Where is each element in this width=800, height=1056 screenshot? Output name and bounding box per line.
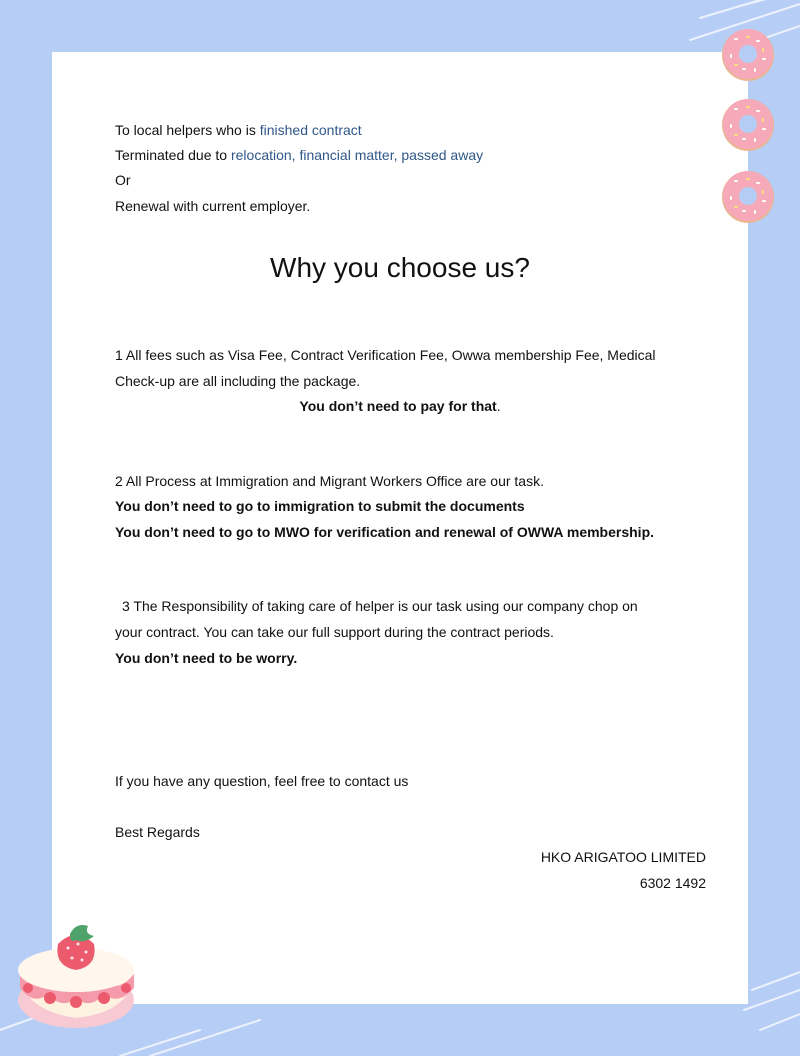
- strawberry-cake-icon: [14, 914, 144, 1034]
- page-title: Why you choose us?: [270, 252, 530, 283]
- finished-contract-highlight: finished contract: [259, 122, 362, 138]
- intro-line-3: Or: [115, 172, 131, 188]
- point-1-emphasis: [52, 396, 748, 416]
- point-2-emphasis-1: You don’t need to go to immigration to submit the documents: [115, 498, 525, 514]
- contact-line: If you have any question, feel free to contact us: [115, 773, 409, 789]
- period-text: .: [496, 398, 501, 414]
- donut-icon: [718, 24, 778, 84]
- intro-line-2: [115, 145, 483, 165]
- relocation-highlight: relocation: [230, 147, 292, 163]
- company-phone: 6302 1492: [639, 875, 706, 891]
- point-2-emphasis-2: You don’t need to go to MWO for verification and renewal of OWWA membership.: [115, 524, 655, 540]
- best-regards: Best Regards: [115, 824, 200, 840]
- point-1-line-2: Check-up are all including the package.: [115, 373, 361, 389]
- point-3-line-1: 3 The Responsibility of taking care of helper is our task using our company chop on: [122, 598, 638, 614]
- intro-line-1: [115, 120, 362, 140]
- point-3-emphasis: You don’t need to be worry.: [115, 650, 298, 666]
- intro-line-4: Renewal with current employer.: [115, 198, 311, 214]
- donut-icon: [718, 94, 778, 154]
- point-2-line-1: 2 All Process at Immigration and Migrant Workers Office are our task.: [115, 473, 544, 489]
- company-name: HKO ARIGATOO LIMITED: [540, 849, 706, 865]
- point-3-line-2: your contract. You can take our full support during the contract periods.: [115, 624, 554, 640]
- separator-text: ,: [291, 147, 300, 163]
- point-1-line-1: 1 All fees such as Visa Fee, Contract Verification Fee, Owwa membership Fee, Medical: [115, 347, 656, 363]
- intro-text: To local helpers who is: [115, 122, 260, 138]
- intro-text: Terminated due to: [115, 147, 231, 163]
- financial-matter-highlight: financial matter, passed away: [299, 147, 484, 163]
- letter-page: [52, 52, 748, 1004]
- point-1-emphasis-text: You don’t need to pay for that: [299, 398, 497, 414]
- donut-icon: [718, 166, 778, 226]
